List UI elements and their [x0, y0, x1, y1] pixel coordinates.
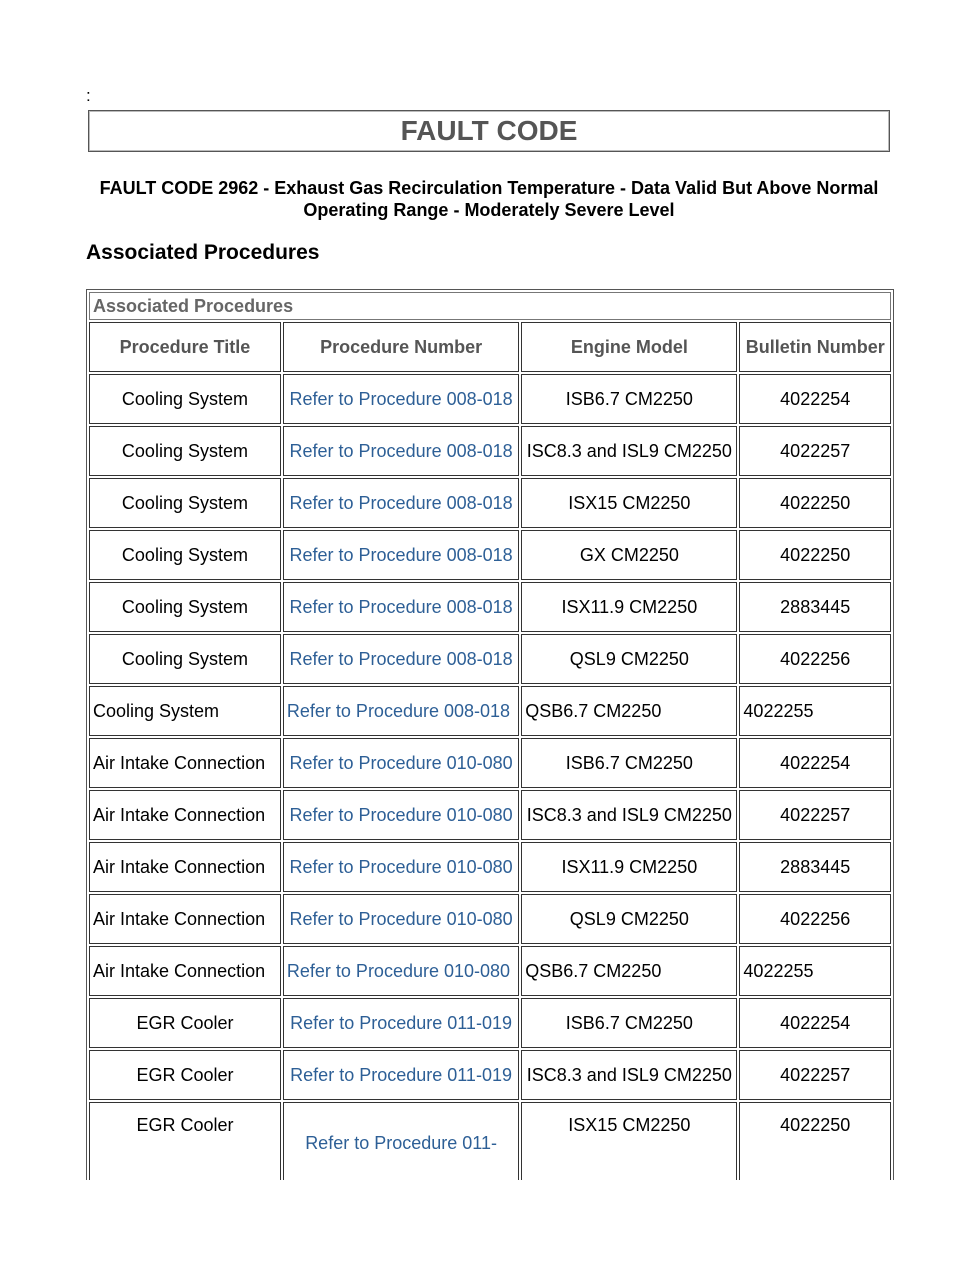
procedure-title-cell: Air Intake Connection	[89, 946, 281, 996]
procedure-link[interactable]: Refer to Procedure 010-080	[283, 790, 519, 840]
procedure-link[interactable]: Refer to Procedure 008-018	[283, 374, 519, 424]
table-row	[89, 946, 891, 996]
procedure-title-cell: EGR Cooler	[89, 1102, 281, 1180]
engine-model-cell: ISB6.7 CM2250	[521, 998, 737, 1048]
engine-model-cell: ISC8.3 and ISL9 CM2250	[521, 426, 737, 476]
table-row	[89, 790, 891, 840]
procedure-title-cell: Cooling System	[89, 634, 281, 684]
table-row	[89, 1102, 891, 1180]
table-row	[89, 842, 891, 892]
procedure-title-cell: Air Intake Connection	[89, 894, 281, 944]
procedure-title-cell: Cooling System	[89, 374, 281, 424]
engine-model-cell: ISX11.9 CM2250	[521, 582, 737, 632]
procedure-link[interactable]: Refer to Procedure 008-018	[283, 426, 519, 476]
procedure-title-cell: EGR Cooler	[89, 1050, 281, 1100]
bulletin-number-cell: 4022257	[739, 426, 891, 476]
header-procedure-number: Procedure Number	[283, 322, 519, 372]
table-row	[89, 530, 891, 580]
procedure-link[interactable]: Refer to Procedure 008-018	[283, 582, 519, 632]
procedure-title-cell: Cooling System	[89, 478, 281, 528]
procedure-link[interactable]: Refer to Procedure 008-018	[283, 686, 519, 736]
procedure-link[interactable]: Refer to Procedure 010-080	[283, 738, 519, 788]
engine-model-cell: QSB6.7 CM2250	[521, 686, 737, 736]
bulletin-number-cell: 4022250	[739, 478, 891, 528]
engine-model-cell: ISX15 CM2250	[521, 478, 737, 528]
procedure-link[interactable]: Refer to Procedure 010-080	[283, 946, 519, 996]
procedure-link[interactable]: Refer to Procedure 011-	[283, 1102, 519, 1180]
table-row	[89, 634, 891, 684]
procedure-title-cell: Cooling System	[89, 426, 281, 476]
bulletin-number-cell: 4022250	[739, 1102, 891, 1180]
header-engine-model: Engine Model	[521, 322, 737, 372]
bulletin-number-cell: 4022255	[739, 946, 891, 996]
bulletin-number-cell: 4022257	[739, 790, 891, 840]
bulletin-number-cell: 4022257	[739, 1050, 891, 1100]
procedure-link[interactable]: Refer to Procedure 008-018	[283, 478, 519, 528]
banner-title: FAULT CODE	[400, 115, 578, 146]
bulletin-number-cell: 2883445	[739, 582, 891, 632]
procedure-title-cell: Cooling System	[89, 582, 281, 632]
procedure-title-cell: Air Intake Connection	[89, 738, 281, 788]
table-row	[89, 738, 891, 788]
bulletin-number-cell: 4022254	[739, 738, 891, 788]
engine-model-cell: QSL9 CM2250	[521, 634, 737, 684]
bulletin-number-cell: 4022254	[739, 374, 891, 424]
engine-model-cell: ISC8.3 and ISL9 CM2250	[521, 1050, 737, 1100]
leading-colon: :	[86, 86, 91, 105]
bulletin-number-cell: 4022256	[739, 634, 891, 684]
table-row	[89, 686, 891, 736]
bulletin-number-cell: 2883445	[739, 842, 891, 892]
procedure-title-cell: EGR Cooler	[89, 998, 281, 1048]
header-procedure-title: Procedure Title	[89, 322, 281, 372]
procedures-table-container	[86, 289, 894, 1180]
procedure-link[interactable]: Refer to Procedure 010-080	[283, 842, 519, 892]
engine-model-cell: ISB6.7 CM2250	[521, 738, 737, 788]
section-heading: Associated Procedures	[86, 241, 320, 264]
table-row	[89, 894, 891, 944]
bulletin-number-cell: 4022255	[739, 686, 891, 736]
table-row	[89, 1050, 891, 1100]
procedure-link[interactable]: Refer to Procedure 008-018	[283, 634, 519, 684]
engine-model-cell: QSL9 CM2250	[521, 894, 737, 944]
header-bulletin-number: Bulletin Number	[739, 322, 891, 372]
procedure-link[interactable]: Refer to Procedure 008-018	[283, 530, 519, 580]
engine-model-cell: ISC8.3 and ISL9 CM2250	[521, 790, 737, 840]
table-row	[89, 426, 891, 476]
fault-code-banner	[88, 110, 890, 152]
procedure-link[interactable]: Refer to Procedure 011-019	[283, 1050, 519, 1100]
engine-model-cell: QSB6.7 CM2250	[521, 946, 737, 996]
table-caption: Associated Procedures	[89, 292, 891, 320]
procedures-table	[87, 290, 893, 1180]
table-row	[89, 998, 891, 1048]
engine-model-cell: ISX15 CM2250	[521, 1102, 737, 1180]
table-header-row	[89, 322, 891, 372]
engine-model-cell: ISB6.7 CM2250	[521, 374, 737, 424]
procedure-link[interactable]: Refer to Procedure 010-080	[283, 894, 519, 944]
engine-model-cell: ISX11.9 CM2250	[521, 842, 737, 892]
engine-model-cell: GX CM2250	[521, 530, 737, 580]
bulletin-number-cell: 4022256	[739, 894, 891, 944]
fault-code-title: FAULT CODE 2962 - Exhaust Gas Recirculation Temperature - Data Valid But Above Normal Operating Range - Moderately Severe Level	[99, 178, 879, 220]
procedure-title-cell: Air Intake Connection	[89, 790, 281, 840]
procedure-title-cell: Air Intake Connection	[89, 842, 281, 892]
procedure-title-cell: Cooling System	[89, 530, 281, 580]
table-row	[89, 374, 891, 424]
procedure-link[interactable]: Refer to Procedure 011-019	[283, 998, 519, 1048]
table-caption-row	[89, 292, 891, 320]
procedure-title-cell: Cooling System	[89, 686, 281, 736]
bulletin-number-cell: 4022250	[739, 530, 891, 580]
table-row	[89, 478, 891, 528]
table-row	[89, 582, 891, 632]
bulletin-number-cell: 4022254	[739, 998, 891, 1048]
